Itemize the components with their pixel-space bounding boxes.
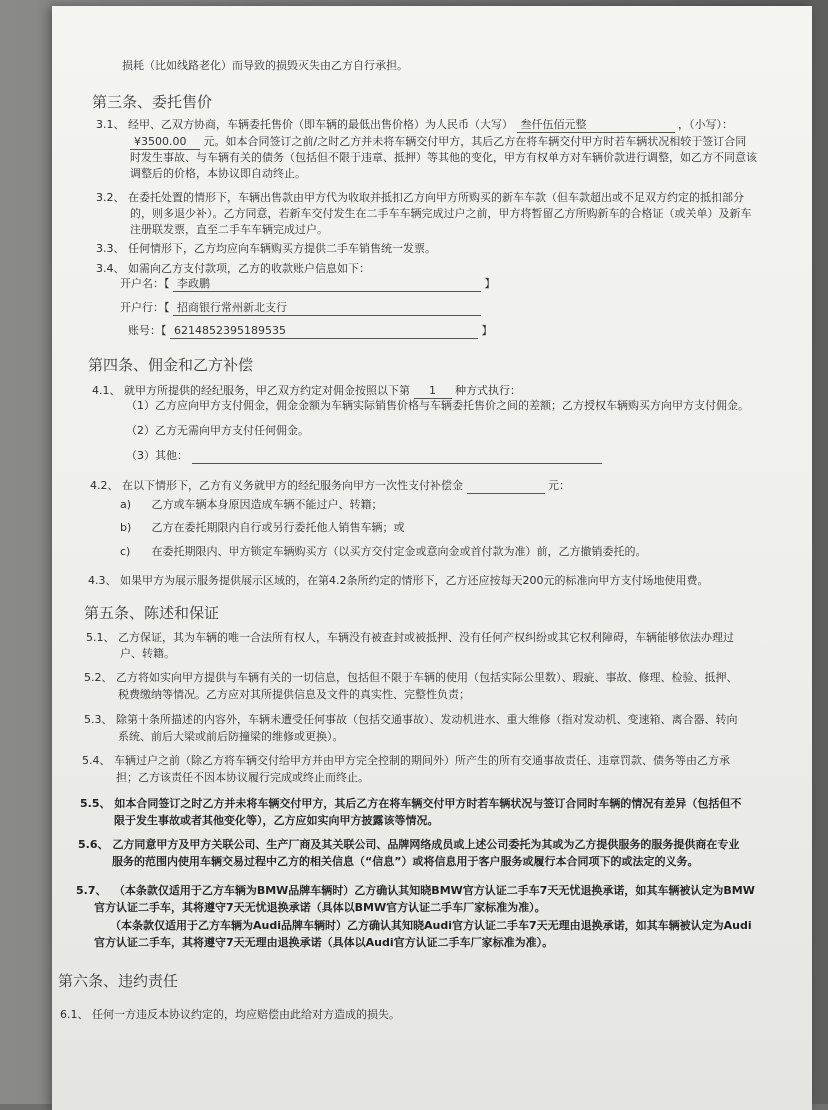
clause-text: （本条款仅适用于乙方车辆为BMW品牌车辆时）乙方确认其知晓BMW官方认证二手车7天无忧退换承诺，如其车辆被认定为BMW	[113, 884, 755, 897]
account-name-field: 李政鹏	[173, 277, 481, 292]
clause-text: 在以下情形下，乙方有义务就甲方的经纪服务向甲方一次性支付补偿金	[122, 479, 463, 492]
clause-number: 4.3、	[88, 574, 117, 587]
clause-number: 6.1、	[60, 1008, 89, 1021]
commission-option-field: 1	[414, 384, 452, 399]
clause-text: 种方式执行：	[455, 384, 521, 397]
bracket-close: 】	[484, 277, 496, 290]
clause-5-7-line-1	[76, 884, 755, 898]
account-name-row	[120, 277, 496, 292]
clause-5-6-line-2: 服务的范围内使用车辆交易过程中乙方的相关信息（“信息”）或将信息用于客户服务或履行本合同项下的或法定的义务。	[112, 855, 699, 868]
account-number-row	[128, 324, 493, 339]
bank-row	[120, 301, 481, 316]
clause-6-1	[60, 1008, 400, 1022]
clause-number: 4.1、	[92, 384, 121, 397]
clause-4-2-item-c	[120, 545, 647, 559]
clause-number: 5.5、	[80, 797, 111, 810]
clause-3-2-line-1	[96, 191, 744, 205]
clause-number: 3.1、	[96, 118, 125, 131]
clause-number: 5.7、	[76, 884, 107, 897]
clause-5-1-line-1	[86, 631, 734, 645]
item-marker: b)	[120, 521, 132, 534]
account-number-field: 6214852395189535	[170, 324, 478, 339]
bank-field: 招商银行常州新北支行	[173, 301, 481, 316]
option-3-blank	[192, 449, 602, 464]
commission-option-2: （2）乙方无需向甲方支付任何佣金。	[126, 424, 309, 437]
clause-5-2-line-2: 税费缴纳等情况。乙方应对其所提供信息及文件的真实性、完整性负责；	[118, 688, 470, 701]
item-text: 在委托期限内、甲方锁定车辆购买方（以买方交付定金或意向金或首付款为准）前，乙方撤销委托的。	[151, 545, 647, 558]
clause-text: 就甲方所提供的经纪服务，甲乙双方约定对佣金按照以下第	[124, 384, 410, 397]
clause-3-2-line-2: 的，则多退少补）。乙方同意，若新车交付发生在二手车车辆完成过户之前，甲方将暂留乙方所购新车的合格证（或关单）及新车	[130, 207, 752, 220]
clause-5-5-line-1	[80, 797, 741, 811]
clause-5-3-line-2: 系统、前后大梁或前后防撞梁的维修或更换）。	[118, 730, 344, 743]
clause-text: 元：	[548, 479, 570, 492]
clause-3-1-line-2	[130, 135, 746, 150]
clause-4-2-item-a	[120, 498, 383, 512]
item-text: 乙方或车辆本身原因造成车辆不能过户、转籍；	[151, 498, 383, 511]
clause-number: 5.6、	[78, 838, 109, 851]
clause-number: 3.3、	[96, 242, 125, 255]
clause-number: 5.2、	[84, 671, 113, 684]
clause-number: 3.4、	[96, 262, 125, 275]
clause-text: 乙方同意甲方及甲方关联公司、生产厂商及其关联公司、品牌网络成员或上述公司委托为其或为乙方提供服务的服务提供商在专业	[112, 838, 740, 851]
clause-5-4-line-1	[82, 754, 730, 768]
clause-text: 在委托处置的情形下，车辆出售款由甲方代为收取并抵扣乙方向甲方所购买的新车车款（但车款超出或不足双方约定的抵扣部分	[128, 191, 744, 204]
clause-5-1-line-2: 户、转籍。	[120, 647, 175, 660]
clause-5-7-line-3: （本条款仅适用于乙方车辆为Audi品牌车辆时）乙方确认其知晓Audi官方认证二手车7天无理由退换承诺，如其车辆被认定为Audi	[110, 919, 752, 932]
bracket-close: 】	[481, 324, 493, 337]
clause-text: 车辆过户之前（除乙方将车辆交付给甲方并由甲方完全控制的期间外）所产生的所有交通事故责任、违章罚款、债务等由乙方承	[114, 754, 730, 767]
item-marker: a)	[120, 498, 132, 511]
option-3-label: （3）其他：	[126, 449, 188, 462]
item-marker: c)	[120, 545, 131, 558]
clause-3-1-line-4: 调整后的价格，本协议即自动终止。	[130, 167, 306, 180]
clause-text: 任何一方违反本协议约定的，均应赔偿由此给对方造成的损失。	[92, 1008, 400, 1021]
clause-5-3-line-1	[84, 713, 738, 727]
clause-number: 5.3、	[84, 713, 113, 726]
commission-option-3	[126, 449, 602, 464]
clause-number: 3.2、	[96, 191, 125, 204]
article-6-heading: 第六条、违约责任	[58, 972, 179, 990]
clause-5-2-line-1	[84, 671, 738, 685]
price-in-figures-field: ¥3500.00	[130, 135, 200, 150]
clause-text: 如果甲方为展示服务提供展示区域的，在第4.2条所约定的情形下，乙方还应按每天200元的标准向甲方支付场地使用费。	[120, 574, 709, 587]
clause-text: 除第十条所描述的内容外，车辆未遭受任何事故（包括交通事故）、发动机进水、重大维修（指对发动机、变速箱、离合器、转向	[116, 713, 738, 726]
clause-number: 4.2、	[90, 479, 119, 492]
clause-3-1-line-1	[96, 118, 733, 133]
price-in-words-field: 叁仟伍佰元整	[517, 118, 675, 133]
clause-3-3	[96, 242, 436, 256]
clause-4-2-line-1	[90, 479, 570, 494]
clause-4-2-item-b	[120, 521, 405, 535]
account-number-label: 账号：【	[128, 324, 167, 337]
clause-5-4-line-2: 担；乙方该责任不因本协议履行完成或终止而终止。	[116, 771, 369, 784]
clause-3-2-line-3: 注册联发票，直至二手车车辆完成过户。	[130, 223, 328, 236]
article-4-heading: 第四条、佣金和乙方补偿	[88, 356, 254, 374]
clause-5-7-line-4: 官方认证二手车，其将遵守7天无理由退换承诺（具体以Audi官方认证二手车厂家标准为准）。	[94, 936, 554, 949]
commission-option-1: （1）乙方应向甲方支付佣金，佣金金额为车辆实际销售价格与车辆委托售价之间的差额；乙方授权车辆购买方向甲方支付佣金。	[126, 399, 749, 412]
item-text: 乙方在委托期限内自行或另行委托他人销售车辆；或	[151, 521, 405, 534]
intro-tail: 损耗（比如线路老化）而导致的损毁灭失由乙方自行承担。	[122, 59, 408, 72]
account-name-label: 开户名：【	[120, 277, 170, 290]
clause-3-4-line-1	[96, 262, 370, 276]
clause-4-1-line-1	[92, 384, 521, 399]
clause-number: 5.1、	[86, 631, 115, 644]
clause-text: ，（小写）：	[678, 118, 733, 131]
contract-page	[52, 6, 812, 1110]
compensation-amount-blank	[467, 479, 545, 494]
clause-4-3	[88, 574, 709, 588]
clause-text: 乙方将如实向甲方提供与车辆有关的一切信息，包括但不限于车辆的使用（包括实际公里数）、瑕疵、事故、修理、检验、抵押、	[116, 671, 738, 684]
clause-text: 经甲、乙双方协商，车辆委托售价（即车辆的最低出售价格）为人民币（大写）	[128, 118, 513, 131]
clause-text: 元。如本合同签订之前/之时乙方并未将车辆交付甲方，其后乙方在将车辆交付甲方时若车辆状况相较于签订合同	[203, 135, 747, 148]
clause-number: 5.4、	[82, 754, 111, 767]
clause-5-5-line-2: 限于发生事故或者其他变化等），乙方应如实向甲方披露该等情况。	[114, 814, 439, 827]
clause-text: 任何情形下，乙方均应向车辆购买方提供二手车销售统一发票。	[128, 242, 436, 255]
bank-label: 开户行：【	[120, 301, 170, 314]
clause-5-7-line-2: 官方认证二手车，其将遵守7天无忧退换承诺（具体以BMW官方认证二手车厂家标准为准）。	[94, 901, 546, 914]
article-3-heading: 第三条、委托售价	[92, 93, 213, 111]
clause-text: 乙方保证，其为车辆的唯一合法所有权人，车辆没有被查封或被抵押、没有任何产权纠纷或其它权利障碍，车辆能够依法办理过	[118, 631, 734, 644]
clause-3-1-line-3: 时发生事故、与车辆有关的债务（包括但不限于违章、抵押）等其他的变化，甲方有权单方对车辆价款进行调整，如乙方不同意该	[130, 151, 757, 164]
clause-text: 如本合同签订之时乙方并未将车辆交付甲方，其后乙方在将车辆交付甲方时若车辆状况与签订合同时车辆的情况有差异（包括但不	[114, 797, 742, 810]
clause-text: 如需向乙方支付款项，乙方的收款账户信息如下：	[128, 262, 370, 275]
clause-5-6-line-1	[78, 838, 739, 852]
article-5-heading: 第五条、陈述和保证	[84, 604, 220, 622]
